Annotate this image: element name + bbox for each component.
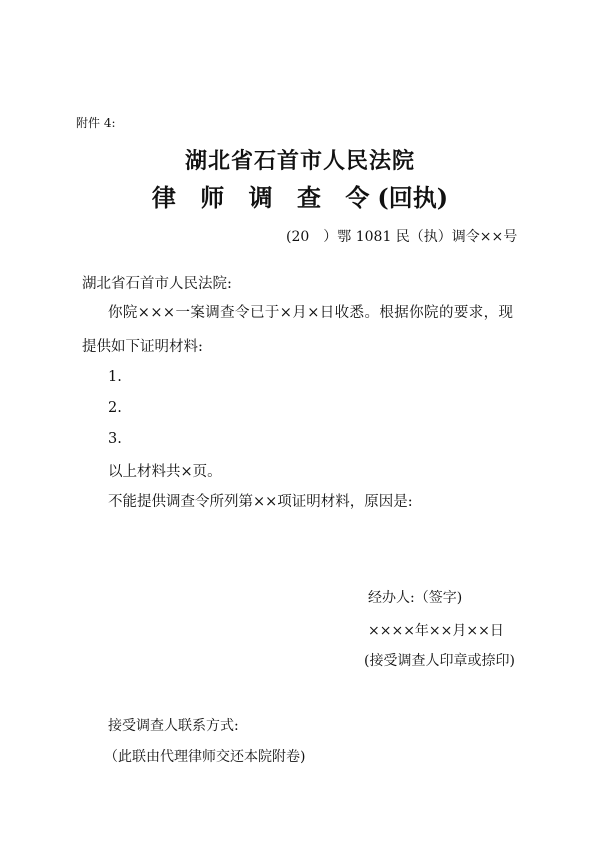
material-item-2: 2. xyxy=(108,400,122,416)
total-pages: 以上材料共×页。 xyxy=(108,464,222,480)
unable-reason: 不能提供调查令所列第××项证明材料，原因是: xyxy=(108,494,413,510)
addressee: 湖北省石首市人民法院: xyxy=(82,276,232,292)
paragraph-line-2: 提供如下证明材料: xyxy=(82,339,203,355)
case-number: (20 ）鄂 1081 民（执）调令××号 xyxy=(286,229,518,245)
document-title xyxy=(0,178,600,213)
court-name: 湖北省石首市人民法院 xyxy=(184,148,415,174)
attachment-label: 附件 4: xyxy=(76,116,116,130)
document-title-main: 律 师 调 查 令 xyxy=(151,183,378,212)
date-line: ××××年××月××日 xyxy=(368,623,504,639)
return-note: （此联由代理律师交还本院附卷) xyxy=(104,749,306,765)
seal-note: (接受调查人印章或捺印) xyxy=(364,653,515,669)
material-item-1: 1. xyxy=(108,369,122,385)
contact-info: 接受调查人联系方式: xyxy=(108,718,239,734)
paragraph-line-1: 你院×××一案调查令已于×月×日收悉。根据你院的要求，现 xyxy=(108,305,514,321)
document-title-suffix: (回执) xyxy=(377,183,449,212)
material-item-3: 3. xyxy=(108,431,122,447)
handler-signature: 经办人:（签字) xyxy=(368,590,463,606)
